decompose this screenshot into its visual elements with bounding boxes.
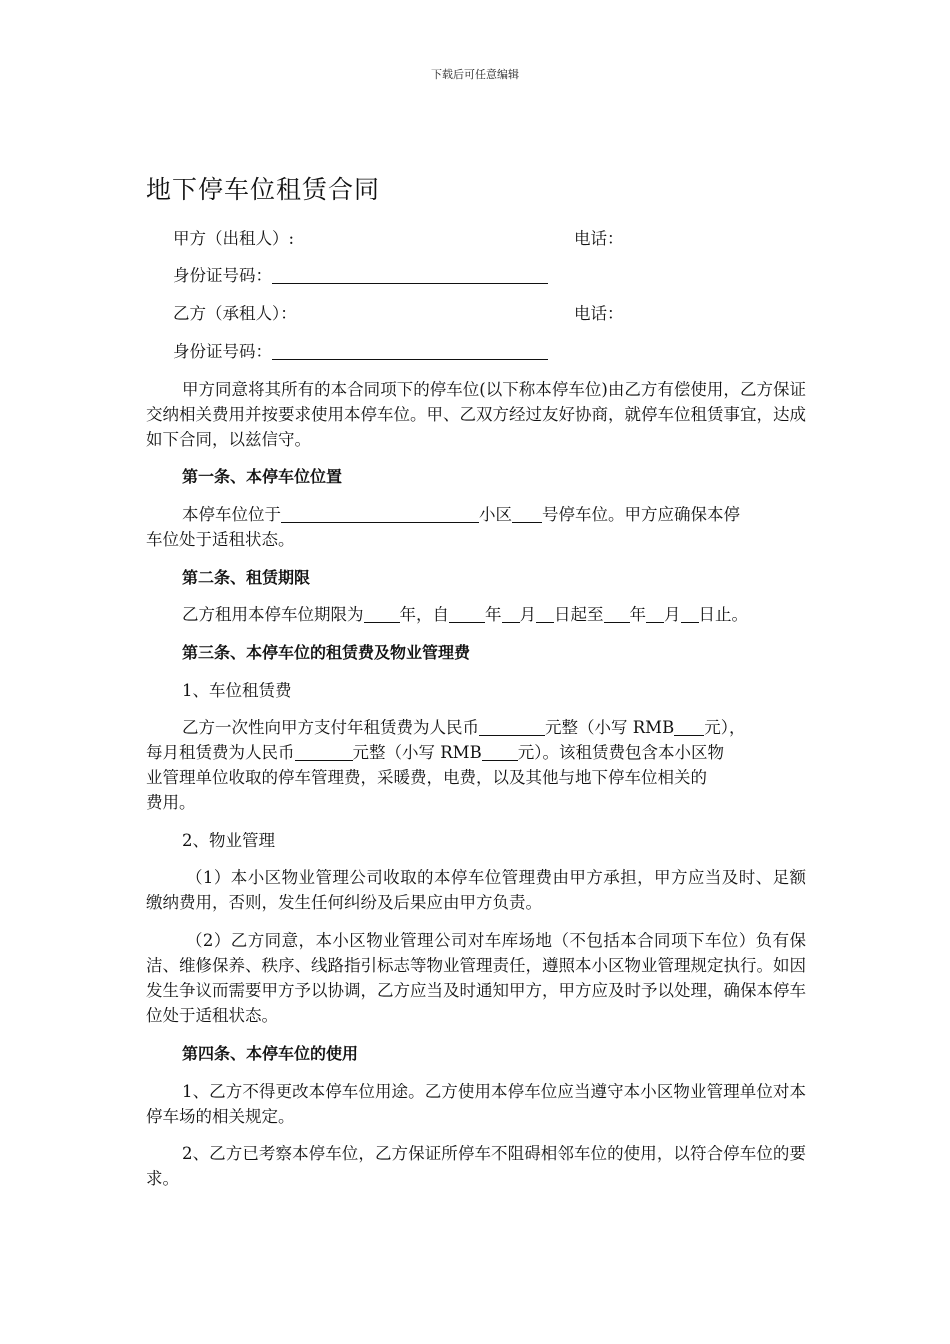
article-4-heading: 第四条、本停车位的使用 (182, 1044, 359, 1063)
fee-text-c: 元）， (704, 718, 746, 737)
fee-line-3: 业管理单位收取的停车管理费，采暖费，电费，以及其他与地下停车位相关的 (146, 768, 707, 787)
article-3-sub-2: 2、物业管理 (182, 831, 275, 850)
fee-line-1 (182, 715, 745, 740)
term-years-blank (364, 605, 400, 623)
term-text-5: 日起至 (554, 605, 604, 624)
fee-text-b: 元整（小写 RMB (545, 718, 675, 737)
article-2-term-line (182, 602, 748, 627)
document-title: 地下停车位租赁合同 (146, 175, 381, 204)
article-4-para-2: 2、乙方已考察本停车位，乙方保证所停车不阻碍相邻车位的使用，以符合停车位的要求。 (146, 1144, 806, 1188)
article-1-text-c: 号停车位。甲方应确保本停 (542, 505, 740, 524)
article-3-para-1: （1）本小区物业管理公司收取的本停车位管理费由甲方承担，甲方应当及时、足额缴纳费用，否则，发生任何纠纷及后果应由甲方负责。 (146, 868, 806, 912)
fee-text-d: 每月租赁费为人民币 (146, 743, 295, 762)
term-text-8: 日止。 (698, 605, 748, 624)
article-1-line-1 (182, 502, 740, 527)
party-b-id-label: 身份证号码： (173, 342, 272, 361)
article-3-heading: 第三条、本停车位的租赁费及物业管理费 (182, 643, 471, 662)
fee-text-a: 乙方一次性向甲方支付年租赁费为人民币 (182, 718, 479, 737)
article-1-text-b: 小区 (479, 505, 512, 524)
party-a-id-blank (272, 265, 548, 284)
party-b-phone-label: 电话： (574, 304, 624, 323)
fee-text-f: 元）。该租赁费包含本小区物 (517, 743, 724, 762)
party-a-phone-label: 电话： (574, 229, 624, 248)
article-1-heading: 第一条、本停车位位置 (182, 467, 343, 486)
fee-text-e: 元整（小写 RMB (352, 743, 482, 762)
term-text-1: 乙方租用本停车位期限为 (182, 605, 364, 624)
end-day-blank (681, 605, 699, 623)
end-month-blank (646, 605, 664, 623)
end-year-blank (604, 605, 630, 623)
start-month-blank (502, 605, 520, 623)
term-text-6: 年 (629, 605, 646, 624)
monthly-fee-blank (295, 743, 353, 761)
article-4-para-1: 1、乙方不得更改本停车位用途。乙方使用本停车位应当遵守本小区物业管理单位对本停车场的相关规定。 (146, 1082, 806, 1126)
article-3-para-2: （2）乙方同意，本小区物业管理公司对车库场地（不包括本合同项下车位）负有保洁、维修保养、秩序、线路指引标志等物业管理责任，遵照本小区物业管理规定执行。如因发生争议而需要甲方予以协调，乙方应当及时通知甲方，甲方应及时予以处理，确保本停车位处于适租状态。 (146, 931, 806, 1025)
party-b-id-blank (272, 341, 548, 360)
annual-fee-rmb-blank (674, 718, 704, 736)
party-a-id-label: 身份证号码： (173, 266, 272, 285)
annual-fee-blank (479, 718, 545, 736)
party-a-label: 甲方（出租人）: (173, 229, 295, 248)
term-text-4: 月 (519, 605, 536, 624)
article-3-sub-1: 1、车位租赁费 (182, 681, 292, 700)
article-1-line-2: 车位处于适租状态。 (146, 530, 295, 549)
space-number-blank (512, 505, 542, 523)
monthly-fee-rmb-blank (482, 743, 518, 761)
fee-line-2 (146, 740, 724, 765)
header-note: 下载后可任意编辑 (431, 68, 519, 81)
fee-line-4: 费用。 (146, 793, 196, 812)
location-blank (281, 505, 479, 523)
party-b-label: 乙方（承租人）： (173, 304, 297, 323)
start-day-blank (536, 605, 554, 623)
article-1-text-a: 本停车位位于 (182, 505, 281, 524)
article-2-heading: 第二条、租赁期限 (182, 568, 311, 587)
start-year-blank (449, 605, 485, 623)
party-b-id-row (173, 339, 548, 364)
term-text-3: 年 (485, 605, 502, 624)
party-a-id-row (173, 263, 548, 288)
intro-paragraph: 甲方同意将其所有的本合同项下的停车位(以下称本停车位)由乙方有偿使用，乙方保证交纳相关费用并按要求使用本停车位。甲、乙双方经过友好协商，就停车位租赁事宜，达成如下合同，以兹信守。 (146, 380, 806, 449)
term-text-7: 月 (664, 605, 681, 624)
term-text-2: 年，自 (399, 605, 449, 624)
